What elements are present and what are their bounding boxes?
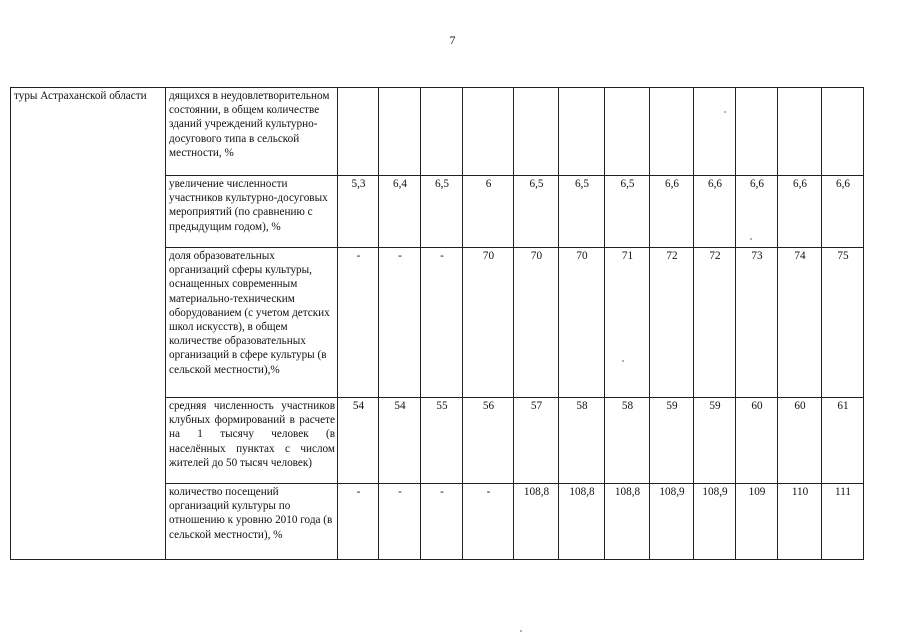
value-cell: 60 [778, 398, 822, 484]
value-cell [421, 88, 463, 176]
value-cell: - [463, 484, 514, 560]
value-cell: 70 [463, 248, 514, 398]
value-cell: 108,8 [559, 484, 605, 560]
value-cell: 108,9 [650, 484, 694, 560]
value-cell [463, 88, 514, 176]
value-cell: 6,6 [650, 176, 694, 248]
value-cell: - [421, 248, 463, 398]
value-cell: 108,8 [605, 484, 650, 560]
value-cell: 111 [822, 484, 864, 560]
value-cell: 75 [822, 248, 864, 398]
value-cell: 54 [379, 398, 421, 484]
value-cell: 59 [650, 398, 694, 484]
value-cell: 108,8 [514, 484, 559, 560]
value-cell: - [421, 484, 463, 560]
indicators-table [10, 87, 864, 560]
value-cell: - [379, 484, 421, 560]
value-cell: 70 [559, 248, 605, 398]
value-cell: 108,9 [694, 484, 736, 560]
page-number: 7 [449, 33, 456, 47]
value-cell: 6 [463, 176, 514, 248]
value-cell: 70 [514, 248, 559, 398]
scan-speck [520, 630, 522, 632]
program-name-cell: туры Астраханской области [11, 88, 166, 560]
value-cell [650, 88, 694, 176]
value-cell: 55 [421, 398, 463, 484]
indicator-cell: средняя численность участников клубных формирований в расчете на 1 тысячу человек (в населённых пунктах с числом жителей до 50 тысяч человек) [166, 398, 338, 484]
indicator-cell: увеличение численности участников культурно-досуговых мероприятий (по сравнению с предыдущим годом), % [166, 176, 338, 248]
value-cell: 73 [736, 248, 778, 398]
value-cell: 5,3 [338, 176, 379, 248]
value-cell: 57 [514, 398, 559, 484]
table-row [11, 88, 864, 176]
value-cell [778, 88, 822, 176]
value-cell [822, 88, 864, 176]
value-cell: 6,5 [559, 176, 605, 248]
value-cell: 6,5 [605, 176, 650, 248]
value-cell: 72 [650, 248, 694, 398]
indicator-cell: доля образовательных организаций сферы культуры, оснащенных современным материально-техническим оборудованием (с учетом детских школ искусств), в общем количестве образовательных организаций в сфере культуры (в сельской местности),% [166, 248, 338, 398]
value-cell: 61 [822, 398, 864, 484]
value-cell: 6,6 [694, 176, 736, 248]
value-cell: 58 [605, 398, 650, 484]
value-cell: 58 [559, 398, 605, 484]
value-cell [559, 88, 605, 176]
value-cell [379, 88, 421, 176]
value-cell: 6,5 [514, 176, 559, 248]
value-cell: 6,6 [736, 176, 778, 248]
indicator-cell: количество посещений организаций культуры по отношению к уровню 2010 года (в сельской местности), % [166, 484, 338, 560]
value-cell [605, 88, 650, 176]
value-cell [514, 88, 559, 176]
value-cell [736, 88, 778, 176]
value-cell: - [379, 248, 421, 398]
value-cell: 6,6 [778, 176, 822, 248]
indicator-cell: дящихся в неудовлетворительном состоянии, в общем количестве зданий учреждений культурно-досугового типа в сельской местности, % [166, 88, 338, 176]
value-cell [694, 88, 736, 176]
value-cell: 56 [463, 398, 514, 484]
value-cell: 59 [694, 398, 736, 484]
value-cell: 72 [694, 248, 736, 398]
value-cell: 54 [338, 398, 379, 484]
value-cell: 6,5 [421, 176, 463, 248]
value-cell: 6,6 [822, 176, 864, 248]
value-cell: 60 [736, 398, 778, 484]
value-cell: 74 [778, 248, 822, 398]
value-cell: - [338, 248, 379, 398]
scan-speck [622, 360, 624, 362]
value-cell: - [338, 484, 379, 560]
scan-speck [724, 111, 726, 113]
value-cell: 6,4 [379, 176, 421, 248]
value-cell: 110 [778, 484, 822, 560]
scan-speck [750, 238, 752, 240]
value-cell: 109 [736, 484, 778, 560]
value-cell: 71 [605, 248, 650, 398]
value-cell [338, 88, 379, 176]
